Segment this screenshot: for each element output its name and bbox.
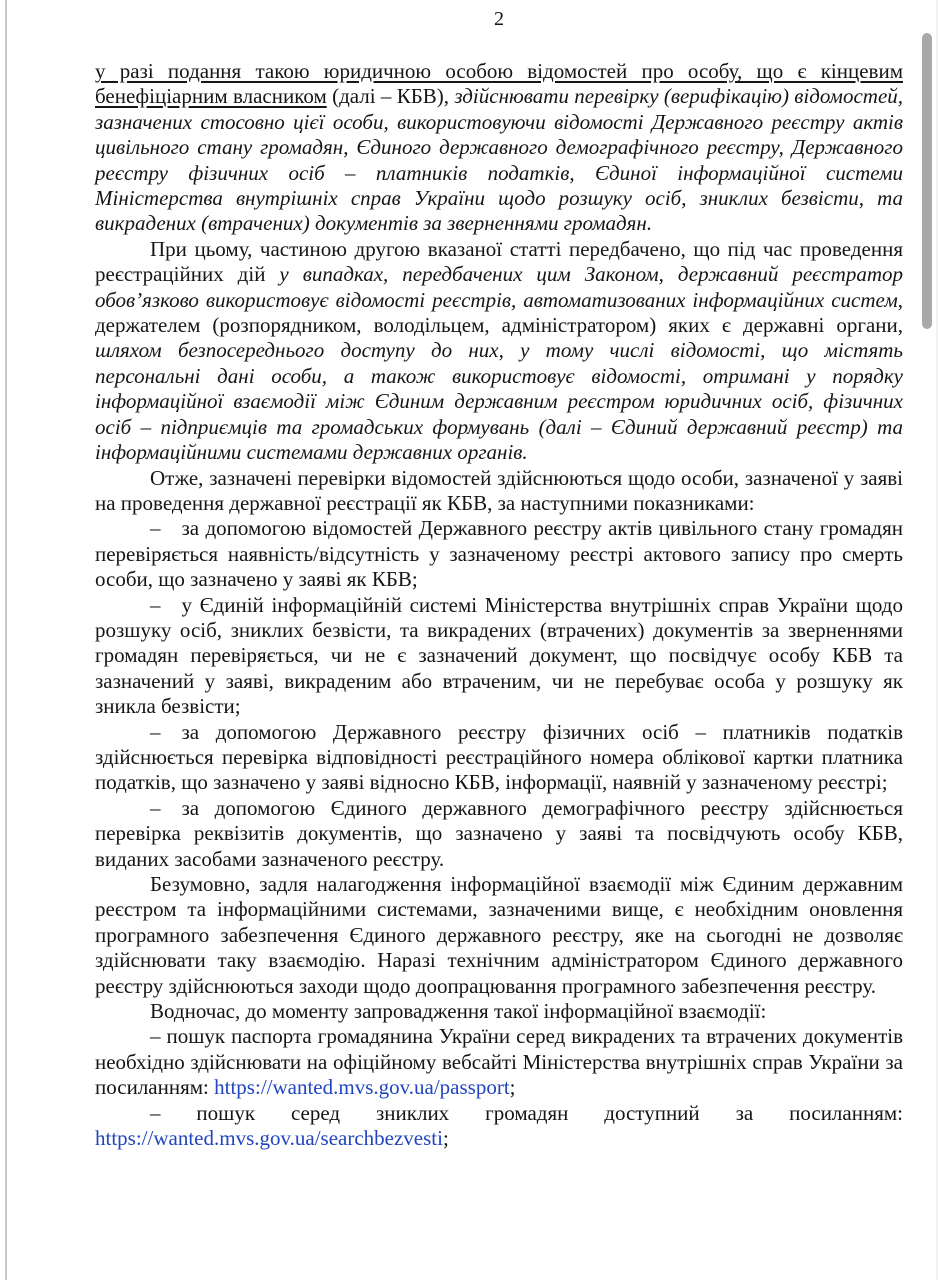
paragraph-pry-tsomu (95, 237, 903, 466)
bullet-text: – пошук серед зниклих громадян доступний за посиланням: (150, 1100, 903, 1125)
underlined-clause: у разі подання такою юридичною особою відомостей про особу, що є кінцевим бенефіціарним власником (95, 59, 903, 109)
lead-clause: При цьому, частиною другою вказаної статті передбачено, що під час проведення реєстраційних дій (95, 236, 903, 287)
page-left-edge (5, 0, 7, 1280)
bullet-text: – пошук паспорта громадянина України серед викрадених та втрачених документів необхідно здійснювати на офіційному вебсайті Міністерства внутрішніх справ України за посиланням: (95, 1024, 903, 1100)
paragraph-vodnochas: Водночас, до моменту запровадження такої інформаційної взаємодії: (150, 999, 767, 1024)
bullet-demographic-registry: – за допомогою Єдиного державного демографічного реєстру здійснюється перевірка реквізитів документів, що зазначено у заяві та посвідчують особу КБВ, виданих засобами зазначеного реєстру. (95, 795, 903, 871)
plain-clause: (далі – КБВ), (326, 84, 455, 109)
paragraph-bezumovno: Безумовно, задля налагодження інформаційної взаємодії між Єдиним державним реєстром та інформаційними системами, зазначеними вище, є необхідним оновлення програмного забезпечення Єдиного державного реєстру, яке на сьогодні не дозволяє здійснювати таку взаємодію. Наразі технічним адміністратором Єдиного державного реєстру здійснюються заходи щодо доопрацювання програмного забезпечення реєстру. (95, 872, 903, 998)
bullet-passport-search (95, 1024, 903, 1100)
document-content (95, 6, 903, 1151)
bullet-missing-persons-search (95, 1101, 903, 1152)
paragraph-continuation (95, 59, 903, 237)
italic-clause-1: у випадках, передбачених цим Законом, державний реєстратор обов’язково використовує відомості реєстрів, автоматизованих інформаційних систем (95, 262, 903, 312)
bullet-mvs-info-system: – у Єдиній інформаційній системі Міністерства внутрішніх справ України щодо розшуку осіб, зниклих безвісти, та викрадених (втрачених) документів за зверненнями громадян перевіряється, чи не є зазначений документ, що посвідчує особу КБВ та зазначений у заяві, викраденим або втраченим, чи не перебуває особа у розшуку як зникла безвісти; (95, 592, 903, 719)
bullet-taxpayers-registry: – за допомогою Державного реєстру фізичних осіб – платників податків здійснюється перевірка відповідності реєстраційного номера облікової картки платника податків, що зазначено у заяві відносно КБВ, інформації, наявній у зазначеному реєстрі; (95, 719, 903, 795)
missing-persons-search-link[interactable]: https://wanted.mvs.gov.ua/searchbezvesti (95, 1126, 443, 1151)
bullet-suffix: ; (442, 1126, 449, 1151)
page-number: 2 (494, 8, 504, 30)
bullet-civil-status-registry: – за допомогою відомостей Державного реєстру актів цивільного стану громадян перевіряється наявність/відсутність у зазначеному реєстрі актового запису про смерть особи, що зазначено у заяві як КБВ; (95, 516, 903, 592)
mid-clause: , держателем (розпорядником, володільцем, адміністратором) яких є державні органи, (95, 287, 903, 338)
passport-search-link[interactable]: https://wanted.mvs.gov.ua/passport (214, 1075, 510, 1100)
italic-clause-2: шляхом безпосереднього доступу до них, у тому числі відомості, що містять персональні дані особи, а також використовує відомості, отримані у порядку інформаційної взаємодії між Єдиним державним реєстром юридичних осіб, фізичних осіб – підприємців та громадських формувань (далі – Єдиний державний реєстр) та інформаційними системами державних органів. (95, 338, 903, 465)
italic-clause: здійснювати перевірку (верифікацію) відомостей, зазначених стосовно цієї особи, використовуючи відомості Державного реєстру актів цивільного стану громадян, Єдиного державного демографічного реєстру, Державного реєстру фізичних осіб – платників податків, Єдиної інформаційної системи Міністерства внутрішніх справ України щодо розшуку осіб, зниклих безвісти, та викрадених (втрачених) документів за зверненнями громадян. (95, 84, 904, 236)
paragraph-otzhe: Отже, зазначені перевірки відомостей здійснюються щодо особи, зазначеної у заяві на проведення державної реєстрації як КБВ, за наступними показниками: (95, 465, 903, 515)
scrollbar-thumb[interactable] (922, 33, 932, 329)
bullet-suffix: ; (509, 1075, 516, 1100)
